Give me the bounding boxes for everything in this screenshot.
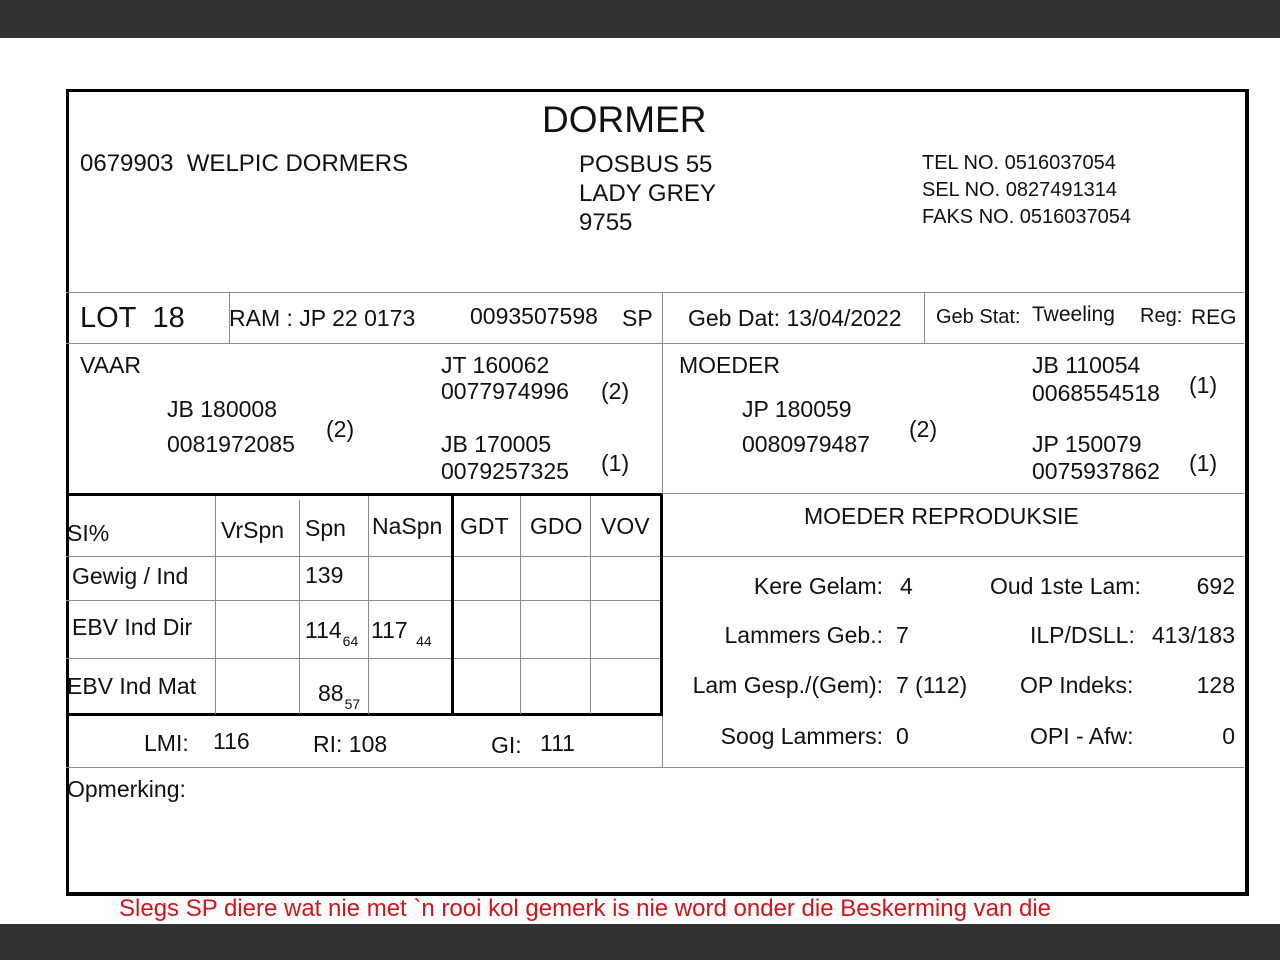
repro-label: Lam Gesp./(Gem): <box>692 672 883 698</box>
reproduction-title: MOEDER REPRODUKSIE <box>804 503 1079 529</box>
sire-dam-id: JB 170005 <box>441 431 551 457</box>
dam-dam-count: (1) <box>1189 450 1218 476</box>
divider <box>520 496 521 714</box>
dam-dam-id: JP 150079 <box>1032 431 1142 457</box>
repro-label: ILP/DSLL: <box>1030 622 1135 648</box>
si-row-label: EBV Ind Mat <box>67 673 197 699</box>
breeder-name: WELPIC DORMERS <box>186 150 409 177</box>
gi-value: 111 <box>540 730 575 756</box>
si-header-vrspn: VrSpn <box>221 517 285 543</box>
divider <box>66 493 663 496</box>
ram-status: SP <box>622 305 653 331</box>
lmi-value: 116 <box>213 728 250 754</box>
dam-sire-number: 0068554518 <box>1032 380 1160 406</box>
repro-value: 0 <box>1222 723 1235 749</box>
divider <box>66 556 662 557</box>
si-header-gdo: GDO <box>530 513 583 539</box>
protection-notice: Slegs SP diere wat nie met `n rooi kol gemerk is nie word onder die Beskerming van die <box>119 895 1052 922</box>
birth-date: Geb Dat: 13/04/2022 <box>688 305 902 331</box>
address-line2: LADY GREY <box>579 180 716 207</box>
faks-number: FAKS NO. 0516037054 <box>922 206 1132 228</box>
remarks-label: Opmerking: <box>67 776 186 802</box>
repro-value: 692 <box>1196 573 1235 599</box>
sire-dam-number: 0079257325 <box>441 458 569 484</box>
repro-value: 4 <box>900 573 913 599</box>
ri-index: RI: 108 <box>313 731 388 757</box>
birth-stat-label: Geb Stat: <box>936 306 1021 328</box>
sire-sire-count: (2) <box>601 378 630 404</box>
si-header-si: SI% <box>67 520 110 546</box>
repro-value: 128 <box>1196 672 1235 698</box>
lmi-label: LMI: <box>144 730 189 756</box>
reg-value: REG <box>1191 306 1237 329</box>
dam-count: (2) <box>909 416 938 442</box>
divider <box>924 292 925 343</box>
si-row-label: Gewig / Ind <box>72 563 189 589</box>
tel-number: TEL NO. 0516037054 <box>922 152 1116 174</box>
dam-sire-id: JB 110054 <box>1032 352 1141 378</box>
sire-sire-number: 0077974996 <box>441 378 569 404</box>
breed-title: DORMER <box>542 99 707 140</box>
address-block <box>579 150 716 237</box>
dam-number: 0080979487 <box>742 431 870 457</box>
si-row-spn: $114_{64}$ <box>305 617 359 649</box>
divider <box>451 496 454 714</box>
si-row-naspn: 117 $_{44}$ <box>371 617 432 649</box>
divider <box>66 343 1244 344</box>
contact-block <box>922 150 1131 231</box>
divider <box>66 767 1244 768</box>
repro-value: 7 <box>896 622 909 648</box>
ram-id: RAM : JP 22 0173 <box>229 305 416 331</box>
si-header-gdt: GDT <box>460 513 509 539</box>
si-row-spn: $88_{57}$ <box>318 680 361 712</box>
dam-dam-number: 0075937862 <box>1032 458 1160 484</box>
repro-value: 413/183 <box>1151 622 1235 648</box>
sire-count: (2) <box>326 416 355 442</box>
viewer-bottom-bar <box>0 924 1280 960</box>
viewer-top-bar <box>0 0 1280 38</box>
divider <box>662 556 1244 557</box>
lot-number: LOT 18 <box>80 302 185 334</box>
divider <box>590 496 591 714</box>
breeder-code: 0679903 <box>80 150 174 177</box>
divider <box>215 496 216 714</box>
repro-label: Kere Gelam: <box>753 573 883 599</box>
address-postal: 9755 <box>579 209 633 236</box>
si-header-vov: VOV <box>601 513 650 539</box>
si-row-spn: 139 <box>305 562 344 588</box>
repro-label: OPI - Afw: <box>1030 723 1134 749</box>
sel-number: SEL NO. 0827491314 <box>922 179 1117 201</box>
dam-label: MOEDER <box>679 352 780 378</box>
divider <box>66 292 1244 293</box>
dam-sire-count: (1) <box>1189 372 1218 398</box>
divider <box>368 496 369 714</box>
repro-value: 0 <box>896 723 909 749</box>
sire-label: VAAR <box>80 352 141 378</box>
ram-reg-number: 0093507598 <box>470 303 598 329</box>
repro-value: 7 (112) <box>896 672 968 698</box>
sire-id: JB 180008 <box>167 396 277 422</box>
birth-stat: Tweeling <box>1032 303 1115 326</box>
si-header-spn: Spn <box>305 515 346 541</box>
sire-sire-id: JT 160062 <box>441 352 550 378</box>
divider <box>66 600 662 601</box>
address-line1: POSBUS 55 <box>579 151 713 178</box>
repro-label: Lammers Geb.: <box>724 622 883 648</box>
divider <box>662 493 1244 494</box>
sire-dam-count: (1) <box>601 450 630 476</box>
repro-label: Oud 1ste Lam: <box>990 573 1141 599</box>
breeder-info <box>80 150 408 178</box>
si-header-naspn: NaSpn <box>372 513 443 539</box>
gi-label: GI: <box>491 732 522 758</box>
sire-number: 0081972085 <box>167 431 295 457</box>
divider <box>66 713 663 716</box>
repro-label: OP Indeks: <box>1020 672 1134 698</box>
divider <box>299 500 300 714</box>
reg-label: Reg: <box>1140 305 1183 327</box>
dam-id: JP 180059 <box>742 396 852 422</box>
si-row-label: EBV Ind Dir <box>72 614 193 640</box>
repro-label: Soog Lammers: <box>720 723 883 749</box>
divider <box>66 658 662 659</box>
